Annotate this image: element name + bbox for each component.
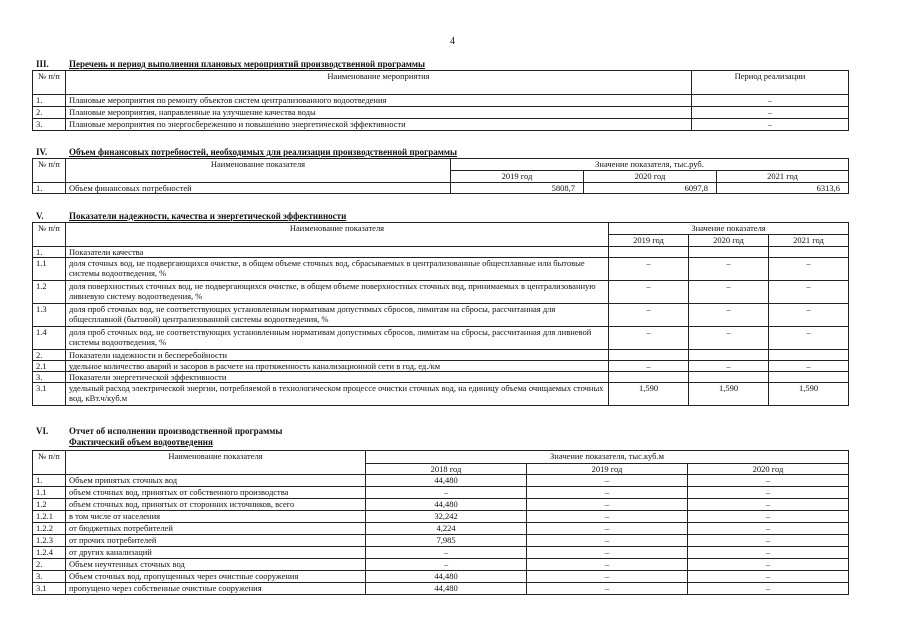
row-value: – (688, 583, 849, 595)
col-header-indicator: Наименование показателя (66, 451, 366, 475)
row-value: – (527, 547, 688, 559)
section-4-heading: Объем финансовых потребностей, необходимых для реализации производственной программы (69, 147, 458, 157)
row-value: 1,590 (689, 383, 769, 406)
col-header-measure: Наименование мероприятия (66, 71, 692, 95)
row-name: Показатели качества (66, 247, 609, 258)
section-5-number: V. (36, 211, 44, 221)
row-value: 6097,8 (584, 183, 717, 194)
section-6-heading: Отчет об исполнении производственной программы (69, 426, 283, 436)
row-name: удельное количество аварий и засоров в расчете на протяженность канализационной сети в год, ед./км (66, 361, 609, 372)
section-6-title (36, 426, 282, 436)
row-number: 1.2.3 (33, 535, 66, 547)
table-row (33, 535, 849, 547)
row-value: – (769, 361, 849, 372)
row-name: объем сточных вод, принятых от собственного производства (66, 487, 366, 499)
table-row (33, 487, 849, 499)
row-value: 7,985 (366, 535, 527, 547)
row-number: 1.1 (33, 258, 66, 281)
section-3-number: III. (36, 59, 49, 69)
table-row (33, 583, 849, 595)
row-name: Плановые мероприятия, направленные на улучшение качества воды (66, 107, 692, 119)
row-value: – (688, 487, 849, 499)
table-row (33, 281, 849, 304)
table-row (33, 350, 849, 361)
row-value: – (527, 475, 688, 487)
row-value: 32,242 (366, 511, 527, 523)
row-name: Плановые мероприятия по ремонту объектов систем централизованного водоотведения (66, 95, 692, 107)
row-value: 1,590 (769, 383, 849, 406)
table-planned-measures (32, 70, 849, 131)
table-row (33, 372, 849, 383)
row-value: – (689, 361, 769, 372)
year-header: 2021 год (769, 235, 849, 247)
table-row (33, 499, 849, 511)
section-6-subtitle-text: Фактический объем водоотведения (69, 437, 213, 447)
row-value: – (609, 327, 689, 350)
row-name: доля поверхностных сточных вод, не подвергающихся очистке, в общем объеме поверхностных сточных вод, принимаемых в централизованную ливневую систему водоотведения, % (66, 281, 609, 304)
row-value: – (527, 499, 688, 511)
row-value: – (609, 281, 689, 304)
row-name: доля проб сточных вод, не соответствующих установленным нормативам допустимых сбросов, лимитам на сбросы, рассчитанная для ливневой системы водоотведения, % (66, 327, 609, 350)
table-row (33, 571, 849, 583)
row-value: – (688, 511, 849, 523)
row-value: 5808,7 (451, 183, 584, 194)
table-row (33, 383, 849, 406)
year-header: 2018 год (366, 464, 527, 475)
row-number: 1.2 (33, 281, 66, 304)
table-row (33, 547, 849, 559)
row-value: 44,480 (366, 583, 527, 595)
row-name: Объем финансовых потребностей (66, 183, 451, 194)
year-header: 2019 год (451, 171, 584, 183)
row-name: в том числе от населения (66, 511, 366, 523)
row-value: 6313,6 (717, 183, 849, 194)
year-header: 2020 год (688, 464, 849, 475)
row-value: – (609, 361, 689, 372)
row-value: – (692, 95, 849, 107)
row-name: от прочих потребителей (66, 535, 366, 547)
row-value: – (609, 304, 689, 327)
row-number: 3. (33, 372, 66, 383)
table-row (33, 247, 849, 258)
table-row (33, 559, 849, 571)
row-name: доля проб сточных вод, не соответствующих установленным нормативам допустимых сбросов, лимитам на сбросы, рассчитанная для общесплавной (бытовой) централизованной системы водоотведения, % (66, 304, 609, 327)
row-value: 44,480 (366, 571, 527, 583)
row-value: – (366, 487, 527, 499)
year-header: 2020 год (689, 235, 769, 247)
table-row (33, 107, 849, 119)
section-3-title (36, 59, 425, 69)
row-number: 1.1 (33, 487, 66, 499)
table-row (33, 258, 849, 281)
row-value: – (689, 281, 769, 304)
table-row (33, 475, 849, 487)
row-number: 1. (33, 247, 66, 258)
row-value: – (769, 281, 849, 304)
year-header: 2020 год (584, 171, 717, 183)
year-header: 2021 год (717, 171, 849, 183)
row-value: – (527, 583, 688, 595)
table-row (33, 361, 849, 372)
section-3-heading: Перечень и период выполнения плановых мероприятий производственной программы (69, 59, 426, 69)
row-number: 3.1 (33, 383, 66, 406)
row-value: – (769, 304, 849, 327)
section-4-title (36, 147, 457, 157)
row-name: от бюджетных потребителей (66, 523, 366, 535)
row-value: – (689, 304, 769, 327)
row-name: удельный расход электрической энергии, потребляемой в технологическом процессе очистки сточных вод, на единицу объема очищаемых сточных вод, кВт.ч/куб.м (66, 383, 609, 406)
row-value: – (688, 547, 849, 559)
row-number: 2.1 (33, 361, 66, 372)
row-name: пропущено через собственные очистные сооружения (66, 583, 366, 595)
col-header-value: Значение показателя, тыс.руб. (451, 159, 849, 171)
table-row (33, 523, 849, 535)
col-header-indicator: Наименование показателя (66, 223, 609, 247)
row-value: – (527, 523, 688, 535)
row-value: – (366, 559, 527, 571)
row-value: – (527, 571, 688, 583)
row-value: – (688, 559, 849, 571)
row-value: – (527, 559, 688, 571)
row-value: – (769, 258, 849, 281)
row-number: 1.4 (33, 327, 66, 350)
row-name: Плановые мероприятия по энергосбережению и повышению энергетической эффективности (66, 119, 692, 131)
col-header-value: Значение показателя, тыс.куб.м (366, 451, 849, 464)
row-name: Показатели надежности и бесперебойности (66, 350, 609, 361)
table-wastewater-volume (32, 450, 849, 595)
row-number: 3. (33, 571, 66, 583)
row-value: – (527, 535, 688, 547)
row-number: 1. (33, 183, 66, 194)
table-row (33, 304, 849, 327)
col-header-number: № п/п (33, 451, 66, 475)
row-number: 3.1 (33, 583, 66, 595)
row-value: 44,480 (366, 475, 527, 487)
table-row (33, 95, 849, 107)
row-value: – (769, 327, 849, 350)
row-value: – (688, 523, 849, 535)
row-number: 1. (33, 95, 66, 107)
year-header: 2019 год (527, 464, 688, 475)
row-number: 2. (33, 350, 66, 361)
col-header-number: № п/п (33, 159, 66, 183)
row-number: 1.2.1 (33, 511, 66, 523)
row-name: Объем принятых сточных вод (66, 475, 366, 487)
row-value: 44,480 (366, 499, 527, 511)
row-number: 2. (33, 559, 66, 571)
row-value: – (609, 258, 689, 281)
table-row (33, 511, 849, 523)
col-header-number: № п/п (33, 71, 66, 95)
row-value: – (688, 499, 849, 511)
row-number: 3. (33, 119, 66, 131)
row-number: 1.2.2 (33, 523, 66, 535)
row-name: доля сточных вод, не подвергающихся очистке, в общем объеме сточных вод, сбрасываемых в централизованные общесплавные или бытовые системы водоотведения, % (66, 258, 609, 281)
col-header-value: Значение показателя (609, 223, 849, 235)
row-value: – (692, 119, 849, 131)
section-6-number: VI. (36, 426, 49, 436)
table-reliability-indicators (32, 222, 849, 406)
row-value: – (692, 107, 849, 119)
section-4-number: IV. (36, 147, 48, 157)
row-number: 1.3 (33, 304, 66, 327)
row-value: – (689, 327, 769, 350)
row-value: – (366, 547, 527, 559)
row-name: от других канализаций (66, 547, 366, 559)
row-value: – (689, 258, 769, 281)
row-value: – (688, 475, 849, 487)
row-name: объем сточных вод, принятых от сторонних источников, всего (66, 499, 366, 511)
row-number: 1. (33, 475, 66, 487)
year-header: 2019 год (609, 235, 689, 247)
row-value: – (688, 535, 849, 547)
section-5-heading: Показатели надежности, качества и энергетической эффективности (69, 211, 347, 221)
row-value: 4,224 (366, 523, 527, 535)
row-value: – (688, 571, 849, 583)
table-row (33, 327, 849, 350)
row-name: Объем неучтенных сточных вод (66, 559, 366, 571)
col-header-number: № п/п (33, 223, 66, 247)
row-value: – (527, 511, 688, 523)
col-header-indicator: Наименование показателя (66, 159, 451, 183)
row-name: Объем сточных вод, пропущенных через очистные сооружения (66, 571, 366, 583)
row-number: 1.2.4 (33, 547, 66, 559)
row-number: 2. (33, 107, 66, 119)
row-name: Показатели энергетической эффективности (66, 372, 609, 383)
table-financial-needs (32, 158, 849, 194)
page-number: 4 (450, 36, 455, 47)
table-row (33, 119, 849, 131)
col-header-period: Период реализации (692, 71, 849, 95)
row-number: 1.2 (33, 499, 66, 511)
section-5-title (36, 211, 346, 221)
row-value: 1,590 (609, 383, 689, 406)
row-value: – (527, 487, 688, 499)
table-row (33, 183, 849, 194)
section-6-subtitle (69, 437, 213, 447)
